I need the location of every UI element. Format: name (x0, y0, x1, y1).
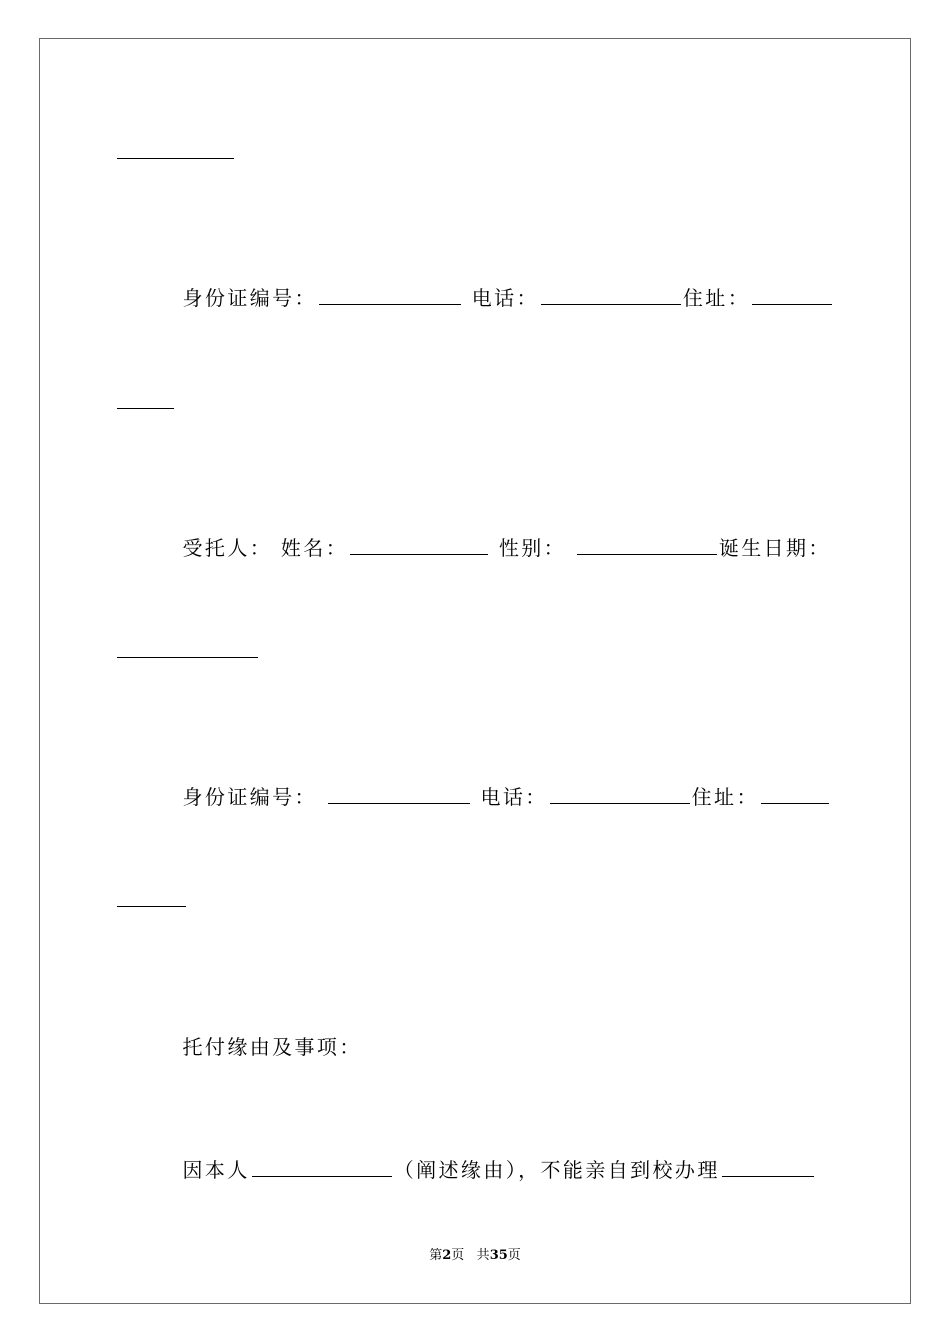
total-pages: 35 (489, 1248, 508, 1263)
reason-line (165, 1134, 816, 1182)
reason-text-2: （阐述缘由），不能亲自到校办理 (393, 1158, 720, 1182)
tel-label: 电话： (471, 286, 539, 310)
addr-label: 住址： (682, 286, 751, 310)
trustee-label: 受托人： (182, 536, 273, 560)
reason-heading (165, 1011, 362, 1059)
page-footer (0, 1248, 950, 1264)
reason-blank[interactable] (252, 1158, 392, 1177)
tel-label: 电话： (480, 785, 548, 809)
addr-blank[interactable] (752, 286, 832, 305)
addr-blank[interactable] (761, 785, 829, 804)
id-label: 身份证编号： (182, 286, 317, 310)
blank-line[interactable] (117, 657, 258, 658)
birth-label: 诞生日期： (718, 536, 831, 560)
page-number: 2 (442, 1248, 452, 1263)
tel-blank[interactable] (550, 785, 690, 804)
matter-blank[interactable] (722, 1158, 814, 1177)
footer-total-prefix: 共 (476, 1248, 490, 1263)
blank-line[interactable] (117, 408, 174, 409)
footer-page-unit: 页 (451, 1248, 465, 1263)
tel-blank[interactable] (541, 286, 681, 305)
name-label: 姓名： (280, 536, 349, 560)
gender-label: 性别： (498, 536, 567, 560)
id-blank[interactable] (319, 286, 461, 305)
reason-heading-text: 托付缘由及事项： (182, 1035, 362, 1059)
name-blank[interactable] (350, 536, 488, 555)
id-label: 身份证编号： (182, 785, 317, 809)
principal-id-line (165, 262, 834, 310)
page-border (39, 38, 911, 1304)
reason-text-1: 因本人 (182, 1158, 250, 1182)
blank-line[interactable] (117, 158, 234, 159)
id-blank[interactable] (328, 785, 470, 804)
gender-blank[interactable] (577, 536, 717, 555)
trustee-id-line (165, 761, 831, 809)
footer-total-unit: 页 (507, 1248, 521, 1263)
addr-label: 住址： (691, 785, 759, 809)
blank-line[interactable] (117, 906, 186, 907)
trustee-line (165, 512, 831, 560)
footer-prefix: 第 (429, 1248, 443, 1263)
